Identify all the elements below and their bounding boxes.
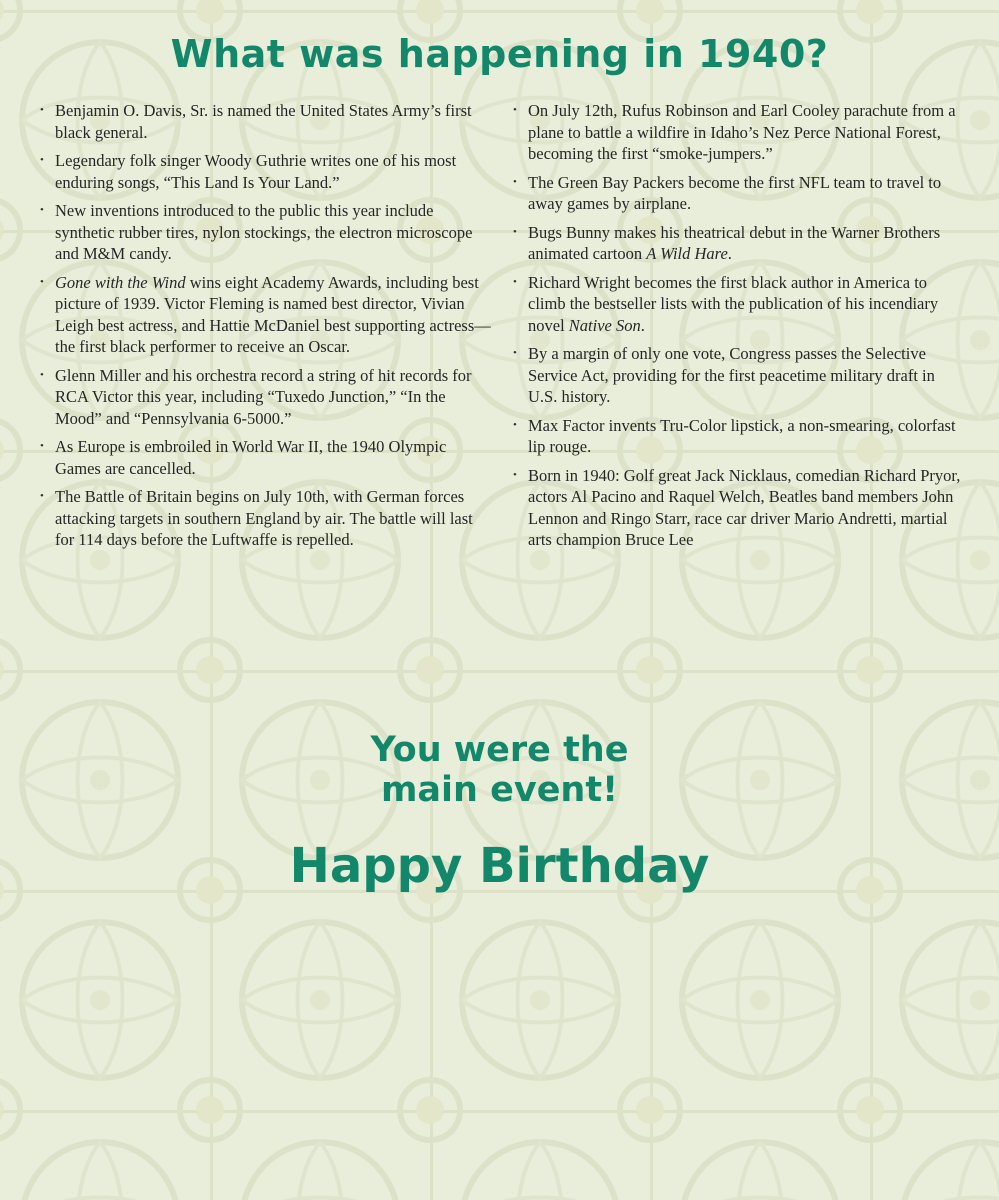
- tagline-line-1: You were the: [370, 730, 629, 770]
- tagline: [0, 730, 999, 810]
- list-item: • The Battle of Britain begins on July 10th, with German forces attacking targets in southern England by air. The battle will last for 114 days before the Luftwaffe is repelled.: [38, 486, 493, 551]
- list-item: • Born in 1940: Golf great Jack Nicklaus, comedian Richard Pryor, actors Al Pacino and Raquel Welch, Beatles band members John Lennon and Ringo Starr, race car driver Mario Andretti, martial arts champion Bruce Lee: [511, 465, 966, 551]
- list-item: • New inventions introduced to the public this year include synthetic rubber tires, nylon stockings, the electron microscope and M&M candy.: [38, 200, 493, 265]
- list-item: • Benjamin O. Davis, Sr. is named the United States Army’s first black general.: [38, 100, 493, 143]
- tagline-line-2: main event!: [380, 770, 619, 810]
- list-item: • Glenn Miller and his orchestra record a string of hit records for RCA Victor this year, including “Tuxedo Junction,” “In the Mood” and “Pennsylvania 6-5000.”: [38, 365, 493, 430]
- list-item: • Gone with the Wind wins eight Academy Awards, including best picture of 1939. Victor Fleming is named best director, Vivian Leigh best actress, and Hattie McDaniel best supporting actress—the first black performer to receive an Oscar.: [38, 272, 493, 358]
- list-item: • By a margin of only one vote, Congress passes the Selective Service Act, providing for the first peacetime military draft in U.S. history.: [511, 343, 966, 408]
- list-item: • The Green Bay Packers become the first NFL team to travel to away games by airplane.: [511, 172, 966, 215]
- page-title: What was happening in 1940?: [170, 32, 829, 76]
- events-list-right: [511, 100, 966, 558]
- list-item: • On July 12th, Rufus Robinson and Earl Cooley parachute from a plane to battle a wildfire in Idaho’s Nez Perce National Forest, becoming the first “smoke-jumpers.”: [511, 100, 966, 165]
- list-item: • Richard Wright becomes the first black author in America to climb the bestseller lists with the publication of his incendiary novel Native Son.: [511, 272, 966, 337]
- events-list-left: [38, 100, 493, 558]
- list-item: • Bugs Bunny makes his theatrical debut in the Warner Brothers animated cartoon A Wild Hare.: [511, 222, 966, 265]
- list-item: • As Europe is embroiled in World War II, the 1940 Olympic Games are cancelled.: [38, 436, 493, 479]
- birthday-greeting: Happy Birthday: [289, 838, 710, 894]
- list-item: • Legendary folk singer Woody Guthrie writes one of his most enduring songs, “This Land Is Your Land.”: [38, 150, 493, 193]
- list-item: • Max Factor invents Tru-Color lipstick, a non-smearing, colorfast lip rouge.: [511, 415, 966, 458]
